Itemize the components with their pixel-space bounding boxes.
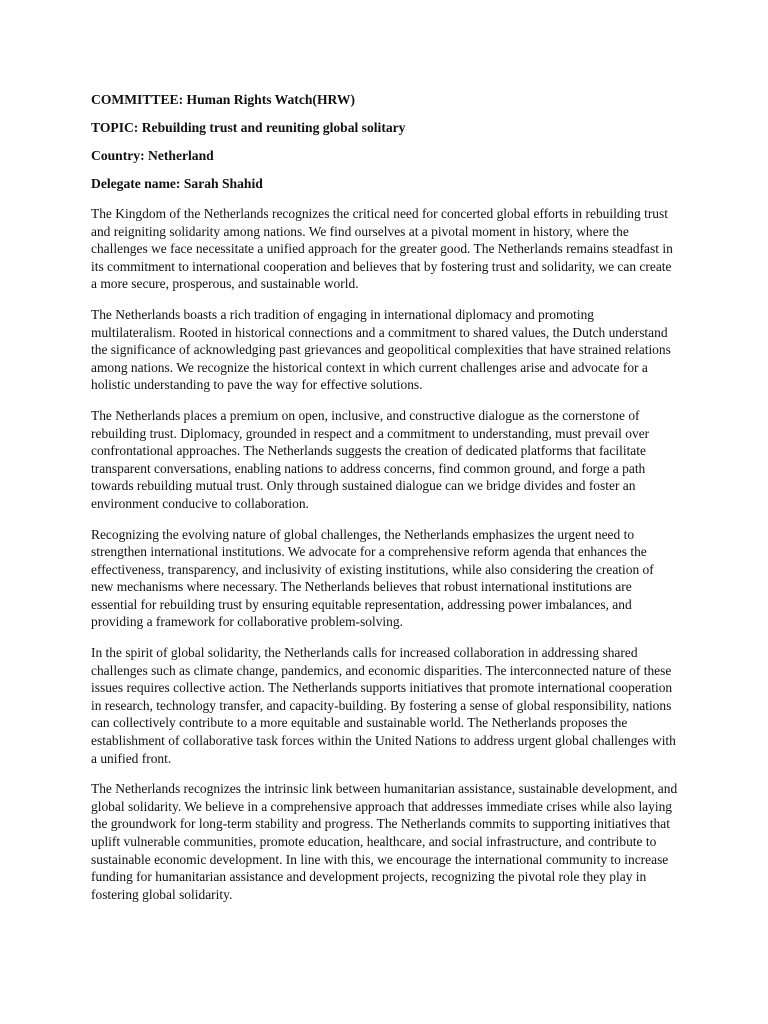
paragraph-institutions: Recognizing the evolving nature of global challenges, the Netherlands emphasizes the urgent need to strengthen international institutions. We advocate for a comprehensive reform agenda that enhances the effectiveness, transparency, and inclusivity of existing institutions, while also considering the creation of new mechanisms where necessary. The Netherlands believes that robust international institutions are essential for rebuilding trust by ensuring equitable representation, addressing power imbalances, and providing a framework for collaborative problem-solving. — [91, 526, 654, 630]
paragraph-intro: The Kingdom of the Netherlands recognizes the critical need for concerted global efforts in rebuilding trust and reigniting solidarity among nations. We find ourselves at a pivotal moment in history, where the challenges we face necessitate a unified approach for the greater good. The Netherlands remains steadfast in its commitment to international cooperation and believes that by fostering trust and solidarity, we can create a more secure, prosperous, and sustainable world. — [91, 206, 673, 292]
document-page — [91, 91, 679, 916]
paragraph-global-solidarity: In the spirit of global solidarity, the Netherlands calls for increased collaboration in addressing shared challenges such as climate change, pandemics, and economic disparities. The interconnected nature of these issues requires collective action. The Netherlands supports initiatives that promote international cooperation in research, technology transfer, and capacity-building. By fostering a sense of global responsibility, nations can collectively contribute to a more equitable and sustainable world. The Netherlands proposes the establishment of collaborative task forces within the United Nations to address urgent global challenges with a unified front. — [91, 645, 676, 766]
topic-heading: TOPIC: Rebuilding trust and reuniting global solitary — [91, 120, 406, 135]
delegate-heading: Delegate name: Sarah Shahid — [91, 176, 263, 191]
paragraph-diplomacy-tradition: The Netherlands boasts a rich tradition of engaging in international diplomacy and promoting multilateralism. Rooted in historical connections and a commitment to shared values, the Dutch understand the significance of acknowledging past grievances and geopolitical complexities that have strained relations among nations. We recognize the historical context in which current challenges arise and advocate for a holistic understanding to pave the way for effective solutions. — [91, 306, 671, 393]
country-heading: Country: Netherland — [91, 148, 214, 163]
paragraph-humanitarian: The Netherlands recognizes the intrinsic link between humanitarian assistance, sustainable development, and global solidarity. We believe in a comprehensive approach that addresses immediate crises while also laying the groundwork for long-term stability and progress. The Netherlands commits to supporting initiatives that uplift vulnerable communities, promote education, healthcare, and social infrastructure, and contribute to sustainable economic development. In line with this, we encourage the international community to increase funding for humanitarian assistance and development projects, recognizing the pivotal role they play in fostering global solidarity. — [91, 781, 678, 902]
paragraph-dialogue: The Netherlands places a premium on open, inclusive, and constructive dialogue as the cornerstone of rebuilding trust. Diplomacy, grounded in respect and a commitment to understanding, must prevail over confrontational approaches. The Netherlands suggests the creation of dedicated platforms that facilitate transparent conversations, enabling nations to address concerns, find common ground, and forge a path towards rebuilding mutual trust. Only through sustained dialogue can we bridge divides and foster an environment conducive to collaboration. — [91, 407, 650, 511]
committee-heading: COMMITTEE: Human Rights Watch(HRW) — [91, 92, 355, 107]
